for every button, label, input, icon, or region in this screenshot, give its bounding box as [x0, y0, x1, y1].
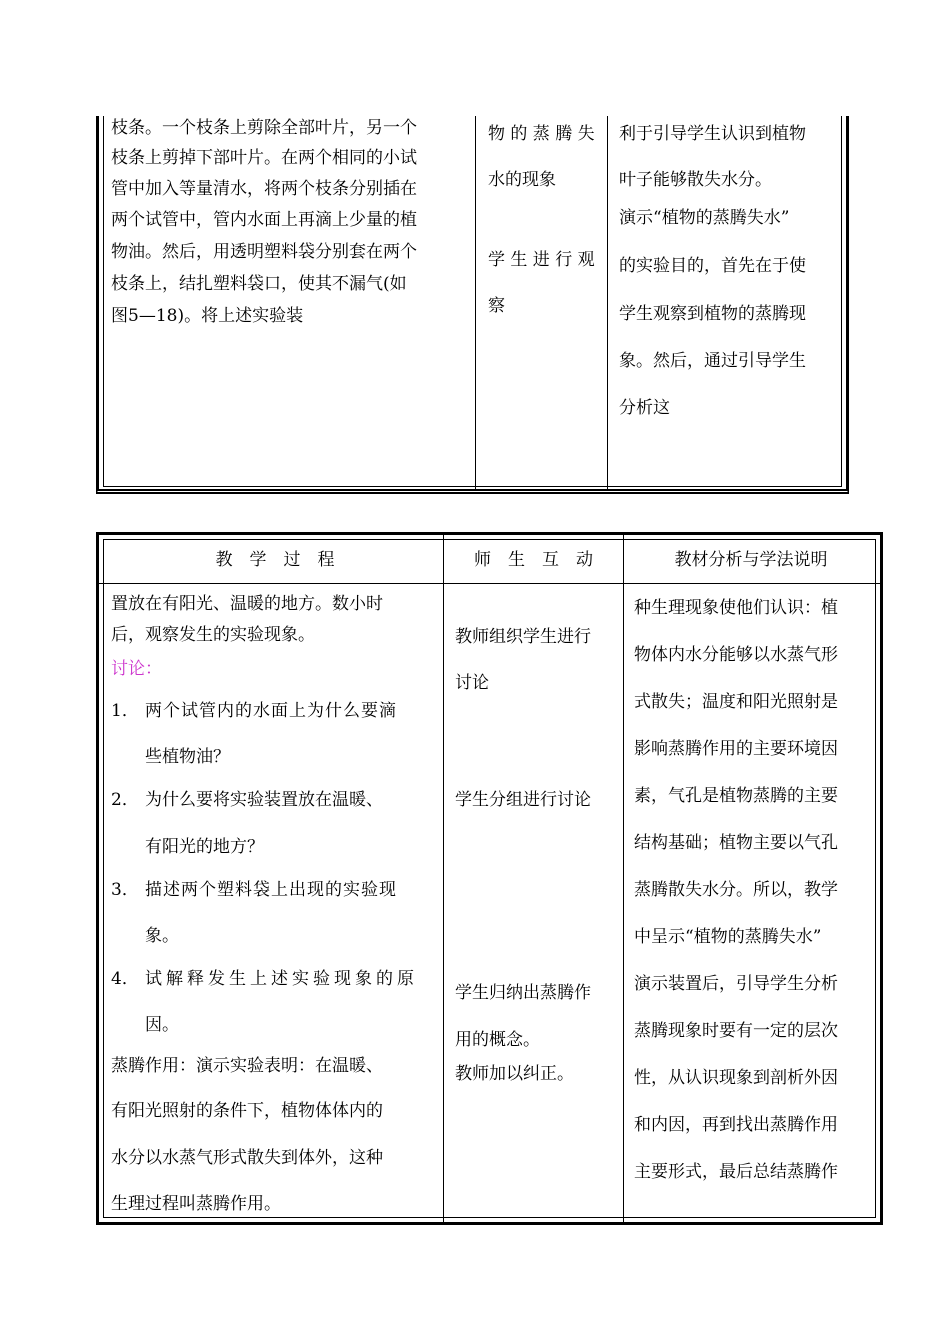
question-text: 象。	[145, 926, 179, 946]
table-border	[103, 486, 842, 487]
text-line: 学 生 进 行 观	[488, 250, 595, 270]
text-line: 利于引导学生认识到植物	[619, 124, 806, 144]
text-line: 枝条上，结扎塑料袋口，使其不漏气(如	[111, 274, 407, 294]
text-line: 蒸腾现象时要有一定的层次	[634, 1021, 838, 1041]
text-line: 蒸腾作用：演示实验表明：在温暖、	[111, 1056, 383, 1076]
question-number: 2．	[111, 790, 139, 810]
text-line: 叶子能够散失水分。	[619, 170, 772, 190]
question-text: 试解释发生上述实验现象的原	[145, 969, 418, 989]
question-text: 为什么要将实验装置放在温暖、	[145, 790, 383, 810]
text-line: 的实验目的，首先在于使	[619, 256, 806, 276]
text-line: 素，气孔是植物蒸腾的主要	[634, 786, 838, 806]
text-line: 管中加入等量清水，将两个枝条分别插在	[111, 179, 417, 199]
text-line: 生理过程叫蒸腾作用。	[111, 1194, 281, 1214]
question-text: 些植物油？	[145, 747, 230, 767]
text-line: 有阳光照射的条件下，植物体体内的	[111, 1101, 383, 1121]
text-line: 影响蒸腾作用的主要环境因	[634, 739, 838, 759]
header-interaction: 师 生 互 动	[474, 550, 593, 570]
text-line: 枝条上剪掉下部叶片。在两个相同的小试	[111, 148, 417, 168]
text-line: 后，观察发生的实验现象。	[111, 625, 315, 645]
question-text: 有阳光的地方？	[145, 837, 264, 857]
text-line: 察	[488, 296, 505, 316]
text-line: 象。然后，通过引导学生	[619, 351, 806, 371]
table-border	[841, 116, 842, 487]
column-divider	[475, 116, 476, 489]
text-line: 讨论	[455, 673, 489, 693]
text-line: 演示“植物的蒸腾失水”	[619, 208, 790, 228]
text-line: 图5—18)。将上述实验装	[111, 306, 304, 326]
header-analysis: 教材分析与学法说明	[674, 550, 828, 570]
text-line: 两个试管中，管内水面上再滴上少量的植	[111, 210, 417, 230]
text-line: 物 的 蒸 腾 失	[488, 124, 595, 144]
table-border	[103, 116, 104, 487]
text-line: 物油。然后，用透明塑料袋分别套在两个	[111, 242, 417, 262]
column-divider	[607, 116, 608, 489]
lesson-table	[96, 532, 883, 1225]
text-line: 和内因，再到找出蒸腾作用	[634, 1115, 838, 1135]
text-line: 种生理现象使他们认识：植	[634, 598, 838, 618]
question-number: 3．	[111, 880, 139, 900]
text-line: 学生归纳出蒸腾作	[455, 983, 591, 1003]
table-continued	[96, 116, 849, 494]
question-text: 描述两个塑料袋上出现的实验现	[145, 880, 397, 900]
text-line: 水的现象	[488, 170, 556, 190]
question-number: 4．	[111, 969, 139, 989]
text-line: 主要形式，最后总结蒸腾作	[634, 1162, 838, 1182]
text-line: 枝条。一个枝条上剪除全部叶片，另一个	[111, 118, 417, 138]
text-line: 式散失；温度和阳光照射是	[634, 692, 838, 712]
question-number: 1．	[111, 701, 139, 721]
question-text: 两个试管内的水面上为什么要滴	[145, 701, 397, 721]
text-line: 用的概念。	[455, 1030, 540, 1050]
text-line: 结构基础；植物主要以气孔	[634, 833, 838, 853]
text-line: 学生分组进行讨论	[455, 790, 591, 810]
text-line: 中呈示“植物的蒸腾失水”	[634, 927, 822, 947]
text-line: 水分以水蒸气形式散失到体外，这种	[111, 1148, 383, 1168]
header-divider	[99, 583, 880, 584]
text-line: 蒸腾散失水分。所以，教学	[634, 880, 838, 900]
text-line: 教师加以纠正。	[455, 1064, 574, 1084]
text-line: 性，从认识现象到剖析外因	[634, 1068, 838, 1088]
text-line: 演示装置后，引导学生分析	[634, 974, 838, 994]
column-divider	[443, 535, 444, 1222]
column-divider	[623, 535, 624, 1222]
text-line: 教师组织学生进行	[455, 627, 591, 647]
question-text: 因。	[145, 1015, 179, 1035]
text-line: 学生观察到植物的蒸腾现	[619, 304, 806, 324]
header-teaching-process: 教 学 过 程	[215, 550, 335, 570]
text-line: 置放在有阳光、温暖的地方。数小时	[111, 594, 383, 614]
text-line: 物体内水分能够以水蒸气形	[634, 645, 838, 665]
discussion-label: 讨论：	[111, 659, 162, 679]
text-line: 分析这	[619, 398, 670, 418]
